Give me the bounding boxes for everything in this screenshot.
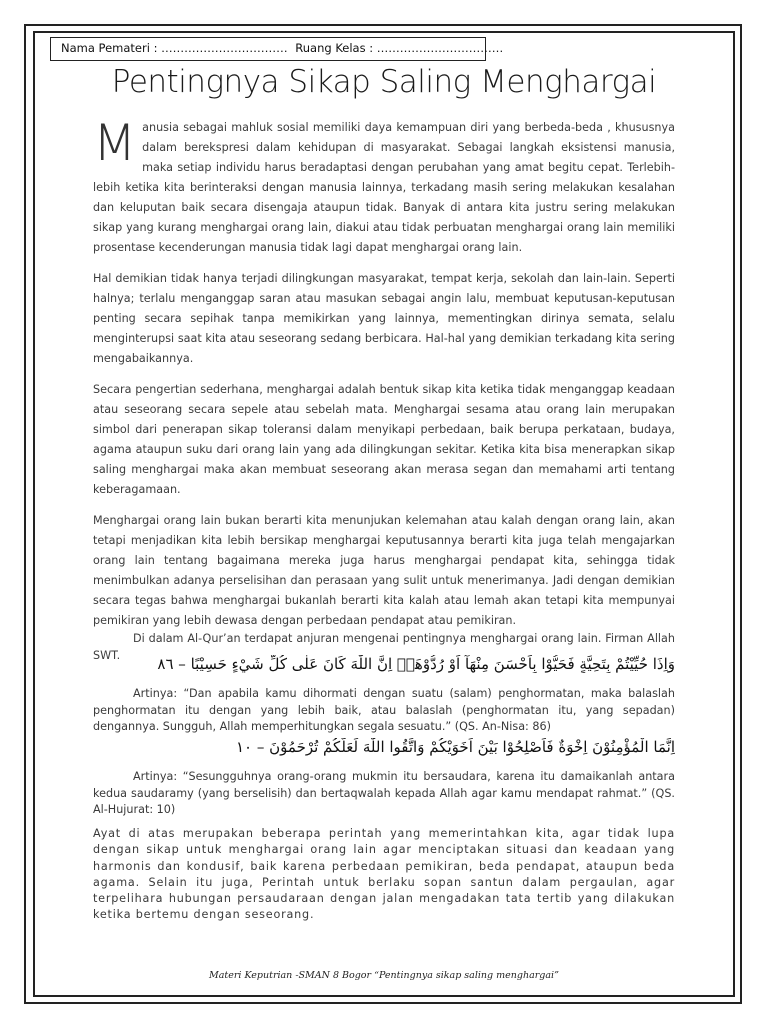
presenter-info-box [50,37,504,61]
drop-cap: M [93,114,137,172]
paragraph-1 [93,114,675,258]
paragraph-3: Secara pengertian sederhana, menghargai adalah bentuk sikap kita ketika tidak menganggap keadaan atau seseorang secara sepele atau sebelah mata. Menghargai sesama atau orang lain merupakan simbol dari penerapan sikap toleransi dalam menyikapi perbedaan, baik berupa perkataan, budaya, agama ataupun suku dari orang lain yang ada dilingkungan sekitar. Ketika kita bisa menerapkan sikap saling menghargai maka akan membuat seseorang akan merasa segan dan memahami arti tentang keberagamaan. [93,383,675,496]
quran-intro: Di dalam Al-Qur’an terdapat anjuran mengenai pentingnya menghargai orang lain. Firman Allah SWT. [93,632,675,662]
page-title: Pentingnya Sikap Saling Menghargai [111,64,657,100]
verse-1-translation-block [93,686,675,736]
verse-1-arabic: وَاِذَا حُيِّيْتُمْ بِتَحِيَّةٍ فَحَيُّوْا بِاَحْسَنَ مِنْهَآ اَوْ رُدُّوْهَاۗ اِنَّ اللّٰهَ كَانَ عَلٰى كُلِّ شَيْءٍ حَسِيْبًا – ٨٦ [157,655,675,673]
paragraph-4: Menghargai orang lain bukan berarti kita menunjukan kelemahan atau kalah dengan orang lain, akan tetapi menjadikan kita lebih bersikap menghargai keputusannya berarti kita juga telah mengajarkan orang lain tentang bagaimana mereka juga harus menghargai pendapat kita, sehingga tidak menimbulkan adanya perselisihan dan perasaan yang sulit untuk menerimanya. Jadi dengan demikian secara tegas bahwa menghargai bukanlah berarti kita kalah atau lemah akan tetapi kita mempunyai pemikiran yang lebih dewasa dengan perbedaan pendapat atau pemikiran. [93,514,675,627]
page-footer: Materi Keputrian -SMAN 8 Bogor “Pentingnya sikap saling menghargai” [209,970,559,981]
paragraph-2: Hal demikian tidak hanya terjadi dilingkungan masyarakat, tempat kerja, sekolah dan lain-lain. Seperti halnya; terlalu menganggap saran atau masukan sebagai angin lalu, membuat keputusan-keputusan penting secara sepihak tanpa memikirkan yang lainnya, mementingkan dirinya semata, selalu menginterupsi saat kita atau seseorang sedang berbicara. Hal-hal yang demikian terkadang kita sering mengabaikannya. [93,272,675,365]
closing-paragraph: Ayat di atas merupakan beberapa perintah yang memerintahkan kita, agar tidak lupa dengan sikap untuk menghargai orang lain agar menciptakan situasi dan keadaan yang harmonis dan kondusif, baik karena perbedaan pemikiran, beda pendapat, ataupun beda agama. Selain itu juga, Perintah untuk berlaku sopan santun dalam pergaulan, agar terpelihara hubungan persaudaraan dengan jalan mengadakan tata tertib yang dilakukan ketika bertemu dengan seseorang. [93,827,675,922]
verse-1-translation: Artinya: “Dan apabila kamu dihormati dengan suatu (salam) penghormatan, maka balaslah penghormatan itu dengan yang lebih baik, atau balaslah (penghormatan itu, yang sepadan) dengannya. Sungguh, Allah memperhitungkan segala sesuatu.” (QS. An-Nisa: 86) [93,687,675,733]
verse-2-arabic: اِنَّمَا الْمُؤْمِنُوْنَ اِخْوَةٌ فَاَصْلِحُوْا بَيْنَ اَخَوَيْكُمْ وَاتَّقُوا اللّٰهَ لَعَلَّكُمْ تُرْحَمُوْنَ – ١٠ [235,738,675,756]
paragraph-1-text: anusia sebagai mahluk sosial memiliki daya kemampuan diri yang berbeda-beda , khususnya dalam berekspresi dalam kehidupan di masyarakat. Sebagai langkah eksistensi manusia, maka setiap individu harus beradaptasi dengan perubahan yang amat begitu cepat. Terlebih-lebih ketika kita berinteraksi dengan manusia lainnya, terkadang masih sering melakukan kesalahan dan keluputan baik secara disengaja ataupun tidak. Banyak di antara kita justru sering melakukan sikap yang kurang menghargai orang lain, diakui atau tidak perbuatan menghargai orang lain memiliki prosentase kecenderungan manusia tidak lagi dapat menghargai orang lain. [93,121,675,254]
verse-2-translation: Artinya: “Sesungguhnya orang-orang mukmin itu bersaudara, karena itu damaikanlah antara kedua saudaramy (yang berselisih) dan bertaqwalah kepada Allah agar kamu mendapat rahmat.” (QS. Al-Hujurat: 10) [93,770,675,816]
article-body [93,114,675,664]
verse-2-translation-block [93,769,675,819]
presenter-name-label: Nama Pemateri : …………………………… [61,41,288,55]
room-label: Ruang Kelas : …………………………… [295,41,504,55]
